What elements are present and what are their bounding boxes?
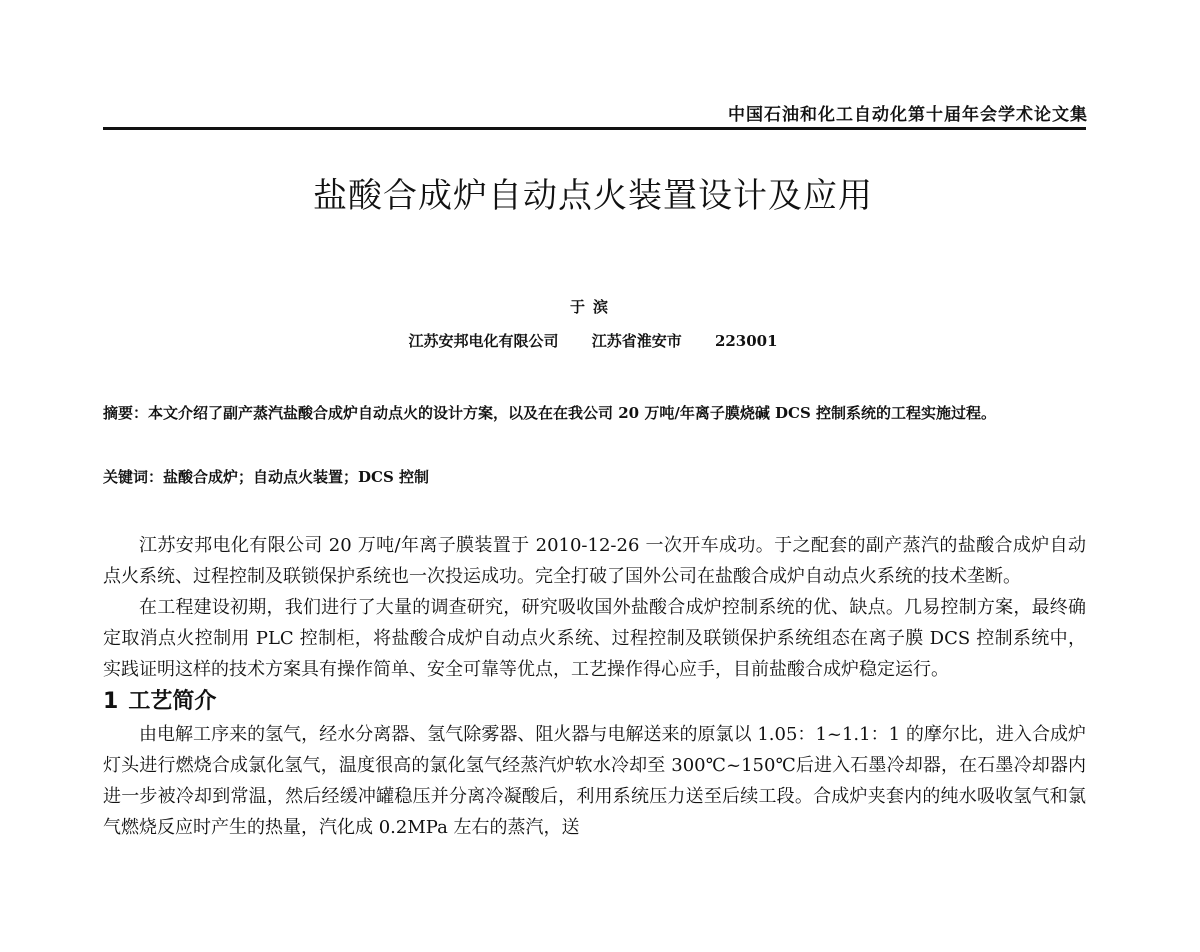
body-paragraph: 在工程建设初期，我们进行了大量的调查研究，研究吸收国外盐酸合成炉控制系统的优、缺点。几易控制方案，最终确定取消点火控制用 PLC 控制柜，将盐酸合成炉自动点火系统、过程控制及联锁保护系统组态在离子膜 DCS 控制系统中，实践证明这样的技术方案具有操作简单、安全可靠等优点，工艺操作得心应手，目前盐酸合成炉稳定运行。	[103, 597, 1086, 680]
abstract-label: 摘要：	[103, 404, 149, 422]
location: 江苏省淮安市	[591, 332, 682, 350]
section-heading	[103, 685, 1086, 719]
postcode: 223001	[714, 332, 778, 350]
author-name: 于滨	[569, 298, 616, 316]
body-paragraph: 江苏安邦电化有限公司 20 万吨/年离子膜装置于 2010-12-26 一次开车成功。于之配套的副产蒸汽的盐酸合成炉自动点火系统、过程控制及联锁保护系统也一次投运成功。完全打破了国外公司在盐酸合成炉自动点火系统的技术垄断。	[103, 535, 1086, 587]
keywords-text: 盐酸合成炉；自动点火装置；DCS 控制	[163, 468, 430, 486]
keywords-label: 关键词：	[103, 468, 164, 486]
section-number: 1	[103, 689, 119, 714]
section-paragraph: 由电解工序来的氢气，经水分离器、氢气除雾器、阻火器与电解送来的原氯以 1.05：1~1.1：1 的摩尔比，进入合成炉灯头进行燃烧合成氯化氢气，温度很高的氯化氢气经蒸汽炉软水冷却至 300℃~150℃后进入石墨冷却器，在石墨冷却器内进一步被冷却到常温，然后经缓冲罐稳压并分离冷凝酸后，利用系统压力送至后续工段。合成炉夹套内的纯水吸收氢气和氯气燃烧反应时产生的热量，汽化成 0.2MPa 左右的蒸汽，送	[103, 724, 1086, 838]
header-rule	[103, 127, 1086, 130]
abstract-text: 本文介绍了副产蒸汽盐酸合成炉自动点火的设计方案，以及在在我公司 20 万吨/年离子膜烧碱 DCS 控制系统的工程实施过程。	[148, 404, 997, 422]
keywords	[103, 466, 1086, 487]
section-title: 工艺简介	[128, 689, 217, 714]
abstract	[103, 396, 1086, 430]
body-text	[103, 530, 1086, 843]
affiliation: 江苏安邦电化有限公司	[408, 332, 559, 350]
running-header: 中国石油和化工自动化第十届年会学术论文集	[728, 105, 1088, 125]
paper-title: 盐酸合成炉自动点火装置设计及应用	[313, 176, 873, 216]
affiliation-line	[0, 330, 1186, 351]
